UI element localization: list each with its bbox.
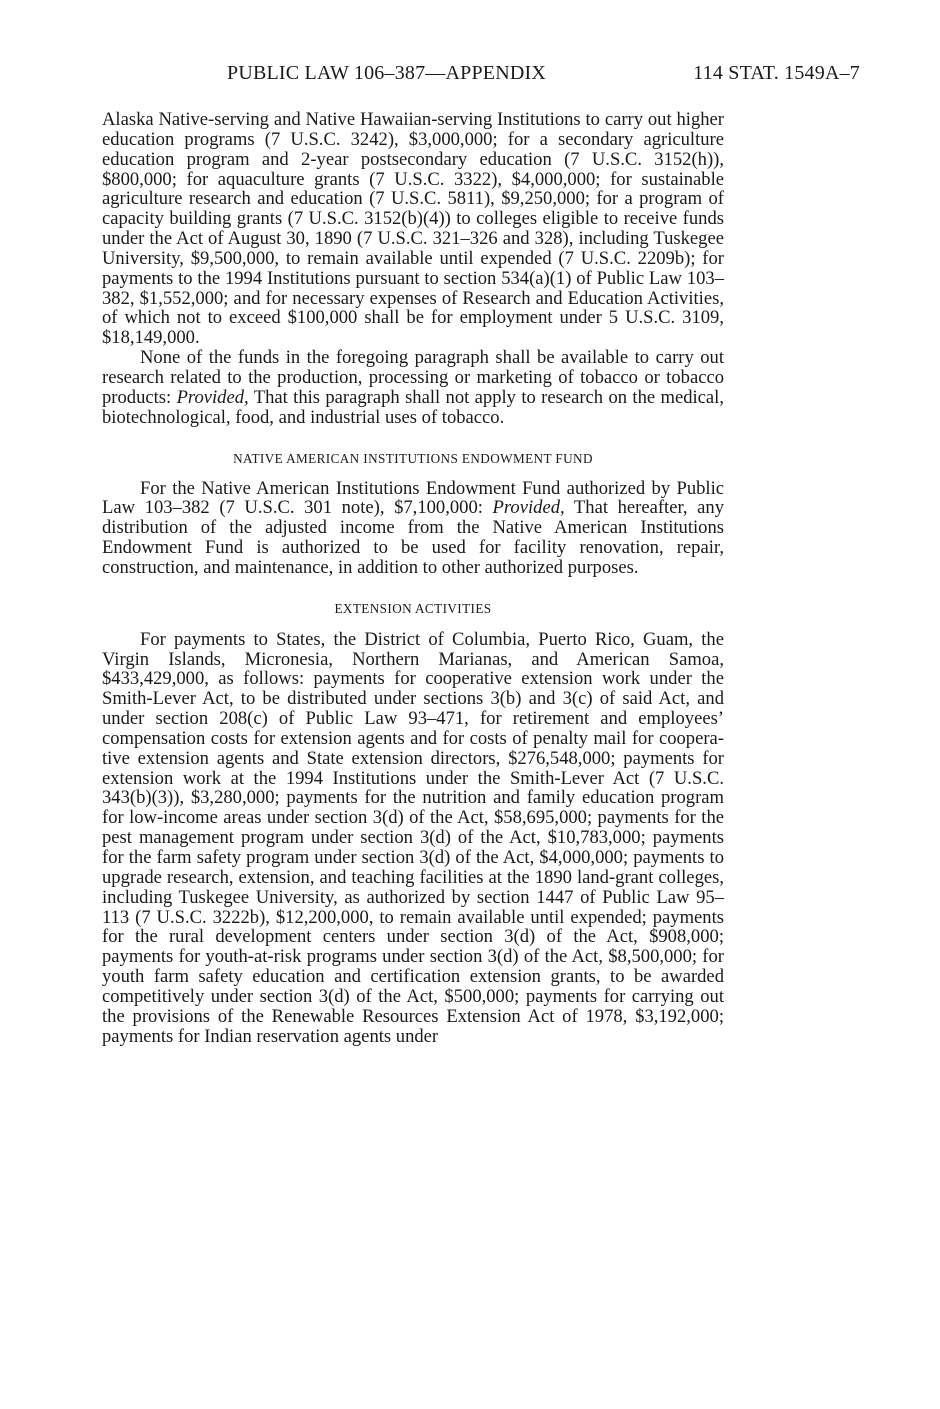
paragraph-text: That hereafter, any distribution of the adjusted income from the Native American Institutions Endowment Fund is authorized to be used for facility renovation, repair, construction, and maintenance, in addition to other authorized purposes. [102,497,725,578]
paragraph-text: None of the funds in the foregoing paragraph shall be available to carry out research related to the production, processing or marketing of tobacco or tobacco products: [102,347,724,408]
paragraph-research-funding: Alaska Native-serving and Native Hawaiian-serving Institutions to carry out higher education programs (7 U.S.C. 3242), $3,000,000; for a secondary agriculture education program and 2-year postsecondary education (7 U.S.C. 3152(h)), $800,000; for aquaculture grants (7 U.S.C. 3322), $4,000,000; for sustainable agriculture research and education (7 U.S.C. 5811), $9,250,000; for a program of capacity building grants (7 U.S.C. 3152(b)(4)) to colleges eligible to receive funds under the Act of August 30, 1890 (7 U.S.C. 321–326 and 328), including Tuskegee University, $9,500,000, to remain available until expended (7 U.S.C. 2209b); for payments to the 1994 Institutions pursuant to section 534(a)(1) of Public Law 103–382, $1,552,000; and for necessary expenses of Research and Education Activities, of which not to exceed $100,000 shall be for employment under 5 U.S.C. 3109, $18,149,000. [102,109,724,349]
paragraph-endowment-fund [102,479,724,578]
section-heading-extension-activities: EXTENSION ACTIVITIES [334,600,492,616]
section-heading-endowment-fund: NATIVE AMERICAN INSTITUTIONS ENDOWMENT FUND [233,450,593,466]
proviso-term: Provided, [492,497,565,519]
paragraph-extension-payments: For payments to States, the District of Columbia, Puerto Rico, Guam, the Virgin Islands, Micronesia, Northern Marianas, and American Samoa, $433,429,000, as follows: payments for cooperative extension work under the Smith-Lever Act, to be distributed under sections 3(b) and 3(c) of said Act, and under section 208(c) of Public Law 93–471, for retirement and employees’ compensation costs for extension agents and for costs of penalty mail for cooperative extension agents and State extension directors, $276,548,000; payments for extension work at the 1994 Institutions under the Smith-Lever Act (7 U.S.C. 343(b)(3)), $3,280,000; payments for the nutrition and family education program for low-income areas under section 3(d) of the Act, $58,695,000; payments for the pest management program under section 3(d) of the Act, $10,783,000; payments for the farm safety program under section 3(d) of the Act, $4,000,000; payments to upgrade research, extension, and teaching facilities at the 1890 land-grant colleges, including Tuskegee University, as authorized by section 1447 of Public Law 95–113 (7 U.S.C. 3222b), $12,200,000, to remain available until expended; payments for the rural development centers under section 3(d) of the Act, $908,000; payments for youth-at-risk programs under section 3(d) of the Act, $8,500,000; for youth farm safety education and certification extension grants, to be awarded competitively under section 3(d) of the Act, $500,000; payments for carrying out the provisions of the Renewable Resources Extension Act of 1978, $3,192,000; payments for Indian reservation agents under [102,628,724,1047]
paragraph-tobacco-restriction [102,348,724,427]
running-header [102,62,860,88]
proviso-term: Provided, [176,386,249,408]
statute-citation: 114 STAT. 1549A–7 [693,62,860,84]
paragraph-text: That this paragraph shall not apply to research on the medical, biotechnological, food, and industrial uses of tobacco. [102,386,724,428]
document-body [102,110,724,1046]
paragraph-text: For the Native American Institutions Endowment Fund authorized by Public Law 103–382 (7 U.S.C. 301 note), $7,100,000: [102,477,724,519]
law-title: PUBLIC LAW 106–387—APPENDIX [227,62,546,84]
